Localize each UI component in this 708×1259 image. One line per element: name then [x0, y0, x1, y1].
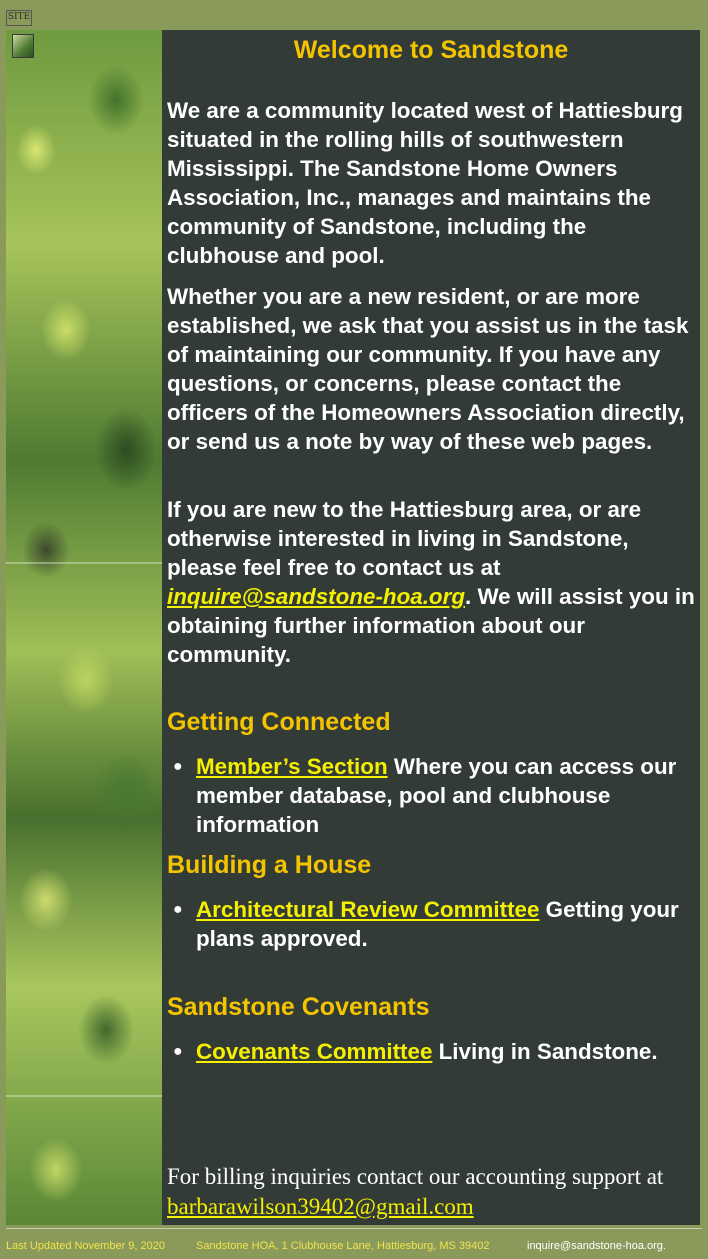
footer-divider [6, 1228, 702, 1229]
main-content [162, 30, 700, 1225]
intro-paragraph: Whether you are a new resident, or are more established, we ask that you assist us in the task of maintaining our community. If you have any questions, or concerns, please contact the officers of the Homeowners Association directly, or send us a note by way of these web pages. [167, 284, 689, 454]
inquiry-email-link[interactable]: inquire@sandstone-hoa.org [167, 584, 465, 609]
section-heading-sandstone-covenants: Sandstone Covenants [167, 993, 430, 1021]
inquiry-paragraph [167, 495, 697, 669]
site-logo-image: SITE [6, 10, 32, 26]
members-section-link[interactable]: Member’s Section [196, 754, 388, 779]
inquiry-text-after: . We will assist you in obtaining further information about our community. [167, 584, 695, 667]
list-item-members-section [196, 752, 691, 839]
intro-paragraph: We are a community located west of Hattiesburg situated in the rolling hills of southwestern Mississippi. The Sandstone Home Owners Association, Inc., manages and maintains the community of Sandstone, including the clubhouse and pool. [167, 98, 683, 268]
list-item-architectural-review [196, 895, 691, 953]
billing-text: For billing inquiries contact our accounting support at [167, 1164, 664, 1189]
members-section-description: Where you can access our member database, pool and clubhouse information [196, 754, 677, 837]
list-item-covenants [196, 1037, 691, 1066]
footer-address: Sandstone HOA, 1 Clubhouse Lane, Hattiesburg, MS 39402 [196, 1240, 490, 1252]
covenants-committee-link[interactable]: Covenants Committee [196, 1039, 433, 1064]
inquiry-text: If you are new to the Hattiesburg area, or are otherwise interested in living in Sandstone, please feel free to contact us at [167, 497, 642, 580]
page-title: Welcome to Sandstone [293, 36, 569, 64]
footer-last-updated: Last Updated November 9, 2020 [6, 1240, 165, 1252]
covenants-description: Living in Sandstone. [432, 1039, 658, 1064]
foliage-sidebar-image [6, 30, 162, 1225]
section-heading-building-a-house: Building a House [167, 851, 372, 879]
billing-email-link[interactable]: barbarawilson39402@gmail.com [167, 1194, 474, 1219]
footer [0, 1240, 708, 1256]
picture-icon [12, 34, 34, 58]
image-tile-seam [6, 1095, 162, 1097]
architectural-review-committee-link[interactable]: Architectural Review Committee [196, 897, 540, 922]
section-heading-getting-connected: Getting Connected [167, 708, 391, 736]
billing-note [167, 1162, 697, 1222]
top-bar [0, 0, 708, 30]
architectural-review-description: Getting your plans approved. [196, 897, 679, 951]
bullet-icon: ● [173, 758, 183, 775]
bullet-icon: ● [173, 1043, 183, 1060]
bullet-icon: ● [173, 901, 183, 918]
image-tile-seam [6, 562, 162, 564]
footer-email-link[interactable]: inquire@sandstone-hoa.org. [527, 1240, 666, 1252]
